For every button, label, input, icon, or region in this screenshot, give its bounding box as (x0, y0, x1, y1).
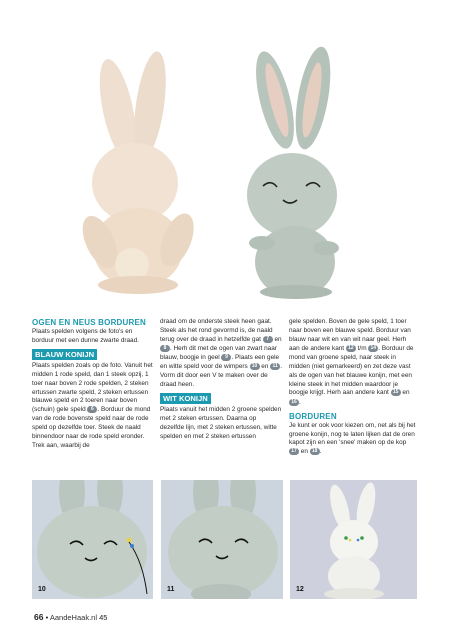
step-badge-17: 17 (289, 448, 299, 455)
col2-paragraph: draad om de onderste steek heen gaat. Steek als het rond gevormd is, de naald terug over de draad in hetzelfde gat 7 en 8 . Herh dit met de ogen van zwart naar blauw, boogje in geel 9 . Plaats een gele en witte speld voor de wimpers 10 en 11 . Vorm dit door een V te maken over de draad heen. (160, 318, 282, 389)
step-badge-10: 10 (250, 363, 260, 370)
blauw-paragraph: Plaats spelden zoals op de foto. Vanuit het midden 1 rode speld, dan 1 steek opzij, 1 toer naar boven 2 rode spelden, 2 steken ertussen zwarte speld, 2 steken ertussen blauwe speld en 2 toeren naar boven (schuin) gele speld 6 . Borduur de mond van de rode bovenste speld naar de rode speld op dezelfde toer. Steek de naald binnendoor naar de rode speld eronder. Trek aan, waarbij de (32, 361, 153, 450)
bunnies-illustration (0, 0, 453, 310)
step-badge-9: 9 (221, 354, 231, 361)
step-badge-14: 14 (368, 345, 378, 352)
step-badge-18: 18 (310, 448, 320, 455)
column-3 (289, 318, 417, 457)
heading-blauw-konijn: BLAUW KONIJN (32, 349, 97, 360)
step-badge-15: 15 (391, 389, 401, 396)
column-1 (32, 318, 153, 451)
issue-number: 45 (99, 613, 108, 622)
step-badge-12: 12 (346, 345, 356, 352)
page-footer (34, 612, 107, 622)
cream-bunny (75, 50, 200, 294)
heading-wit-konijn: WIT KONIJN (160, 393, 211, 404)
heading-borduren: BORDUREN (289, 411, 337, 421)
ogen-paragraph: Plaats spelden volgens de foto's en borduur met een dunne zwarte draad. (32, 328, 139, 344)
hero-photo (0, 0, 453, 310)
photo-number-10: 10 (38, 586, 46, 593)
photo-10 (32, 480, 153, 599)
borduren-paragraph: Je kunt er ook voor kiezen om, net als bij het groene konijn, nog te laten lijken dat de oren kapot zijn en een 'snee' maken op de kop 17 en 18 . (289, 421, 416, 456)
page-number: 66 (34, 612, 44, 622)
bunny-closeup-11 (161, 480, 283, 599)
footer-bullet: • (45, 613, 49, 622)
step-badge-8: 8 (160, 345, 170, 352)
photo-number-12: 12 (296, 586, 304, 593)
wit-paragraph: Plaats vanuit het midden 2 groene spelden met 2 steken ertussen. Daarna op dezelfde lijn, met 2 steken ertussen, witte spelden en met 2 steken ertussen (160, 406, 282, 440)
step-badge-7: 7 (263, 336, 273, 343)
site-name: AandeHaak.nl (49, 613, 97, 622)
green-bunny (247, 44, 339, 299)
column-2 (160, 318, 282, 442)
heading-ogen-neus: OGEN EN NEUS BORDUREN (32, 318, 146, 327)
photo-number-11: 11 (167, 586, 175, 593)
photo-11 (161, 480, 283, 599)
bunny-closeup-10 (32, 480, 153, 599)
bunny-closeup-12 (290, 480, 417, 599)
step-badge-16: 16 (289, 399, 299, 406)
col3-paragraph: gele spelden. Boven de gele speld, 1 toer naar boven een blauwe speld. Borduur van blauw naar wit en van wit naar geel. Herh aan de andere kant 12 t/m 14 . Borduur de mond van groene speld, naar steek in midden (niet gemarkeerd) en zet deze vast als de ogen van het blauwe konijn, met een kleine steek in het midden waardoor je boogje krijgt. Herh aan andere kant 15 en 16 . (289, 318, 414, 406)
step-badge-6: 6 (87, 406, 97, 413)
photo-12 (290, 480, 417, 599)
step-badge-11: 11 (270, 363, 280, 370)
